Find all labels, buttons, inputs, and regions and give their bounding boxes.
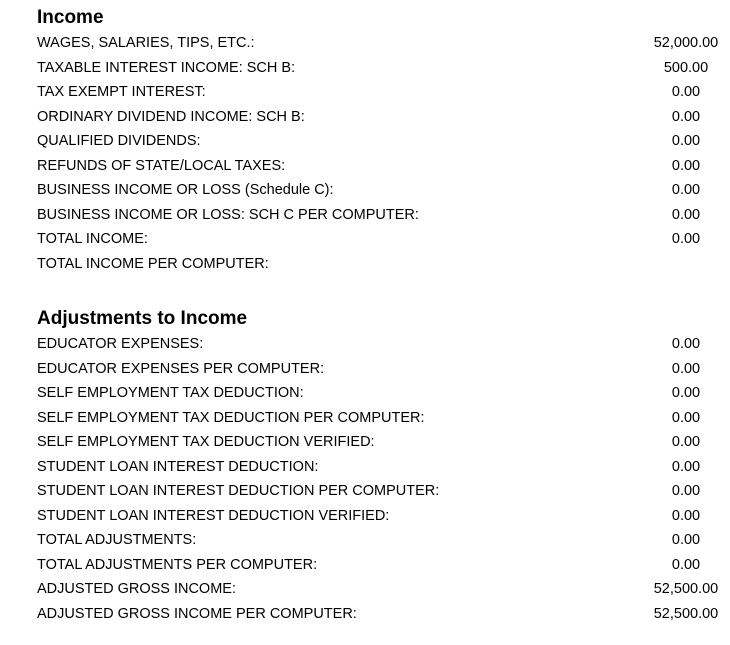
line-item-label: ADJUSTED GROSS INCOME PER COMPUTER: [37, 605, 357, 622]
line-item-label: BUSINESS INCOME OR LOSS (Schedule C): [37, 182, 334, 198]
line-item-label: QUALIFIED DIVIDENDS: [37, 133, 201, 149]
line-item-value: 0.00 [671, 336, 701, 352]
line-item-row [37, 602, 730, 627]
line-item-value: 0.00 [671, 556, 701, 573]
line-item-row [37, 227, 730, 252]
line-item-value: 52,500.00 [653, 581, 719, 597]
line-item-label: STUDENT LOAN INTEREST DEDUCTION PER COMPUTER: [37, 483, 440, 499]
line-item-value: 0.00 [671, 360, 701, 377]
line-item-row [37, 178, 730, 203]
line-item-label: REFUNDS OF STATE/LOCAL TAXES: [37, 157, 286, 174]
line-item-row [37, 252, 730, 277]
line-item-value: 0.00 [671, 108, 701, 125]
line-item-value: 0.00 [671, 157, 701, 174]
line-item-row [37, 80, 730, 105]
line-item-value: 0.00 [671, 507, 701, 524]
line-item-label: BUSINESS INCOME OR LOSS: SCH C PER COMPUTER: [37, 206, 419, 223]
line-item-row [37, 577, 730, 602]
line-item-label: ADJUSTED GROSS INCOME: [37, 581, 236, 597]
line-item-value: 0.00 [671, 434, 701, 450]
section-title: Income [37, 7, 104, 28]
line-item-value: 0.00 [671, 483, 701, 499]
line-item-label: WAGES, SALARIES, TIPS, ETC.: [37, 35, 255, 51]
line-item-label: TOTAL ADJUSTMENTS PER COMPUTER: [37, 556, 318, 573]
line-item-label: SELF EMPLOYMENT TAX DEDUCTION: [37, 385, 304, 401]
section-title: Adjustments to Income [37, 308, 248, 329]
line-item-label: TAX EXEMPT INTEREST: [37, 84, 206, 100]
line-item-value: 0.00 [671, 206, 701, 223]
line-item-value: 0.00 [671, 409, 701, 426]
line-item-value: 500.00 [663, 59, 709, 76]
line-item-value: 0.00 [671, 231, 701, 247]
line-item-value: 0.00 [671, 182, 701, 198]
line-item-row [37, 31, 730, 56]
line-item-label: TOTAL INCOME: [37, 231, 148, 247]
line-item-label: STUDENT LOAN INTEREST DEDUCTION VERIFIED: [37, 507, 390, 524]
line-item-row [37, 56, 730, 81]
line-item-label: EDUCATOR EXPENSES PER COMPUTER: [37, 360, 325, 377]
line-item-label: TOTAL ADJUSTMENTS: [37, 532, 197, 548]
line-item-label: TAXABLE INTEREST INCOME: SCH B: [37, 59, 296, 76]
line-item-row [37, 553, 730, 578]
line-item-row [37, 504, 730, 529]
section-rows [37, 31, 730, 276]
line-item-label: ORDINARY DIVIDEND INCOME: SCH B: [37, 108, 305, 125]
line-item-value: 0.00 [671, 385, 701, 401]
line-item-value: 0.00 [671, 532, 701, 548]
line-item-row [37, 528, 730, 553]
line-item-row [37, 455, 730, 480]
line-item-row [37, 357, 730, 382]
line-item-row [37, 430, 730, 455]
line-item-label: SELF EMPLOYMENT TAX DEDUCTION PER COMPUTER: [37, 409, 425, 426]
line-item-value: 0.00 [671, 133, 701, 149]
line-item-row [37, 381, 730, 406]
line-item-value: 52,500.00 [653, 605, 719, 622]
line-item-value: 52,000.00 [653, 35, 719, 51]
line-item-label: EDUCATOR EXPENSES: [37, 336, 204, 352]
line-item-value: 0.00 [671, 84, 701, 100]
line-item-row [37, 203, 730, 228]
line-item-row [37, 479, 730, 504]
section-rows [37, 332, 730, 626]
line-item-row [37, 105, 730, 130]
line-item-row [37, 406, 730, 431]
section-income [37, 7, 730, 276]
line-item-row [37, 332, 730, 357]
line-item-label: TOTAL INCOME PER COMPUTER: [37, 255, 269, 272]
transcript-sections [37, 7, 730, 626]
line-item-label: SELF EMPLOYMENT TAX DEDUCTION VERIFIED: [37, 434, 375, 450]
line-item-label: STUDENT LOAN INTEREST DEDUCTION: [37, 458, 319, 475]
line-item-value: 0.00 [671, 458, 701, 475]
section-adjustments-to-income [37, 308, 730, 626]
line-item-row [37, 154, 730, 179]
line-item-row [37, 129, 730, 154]
